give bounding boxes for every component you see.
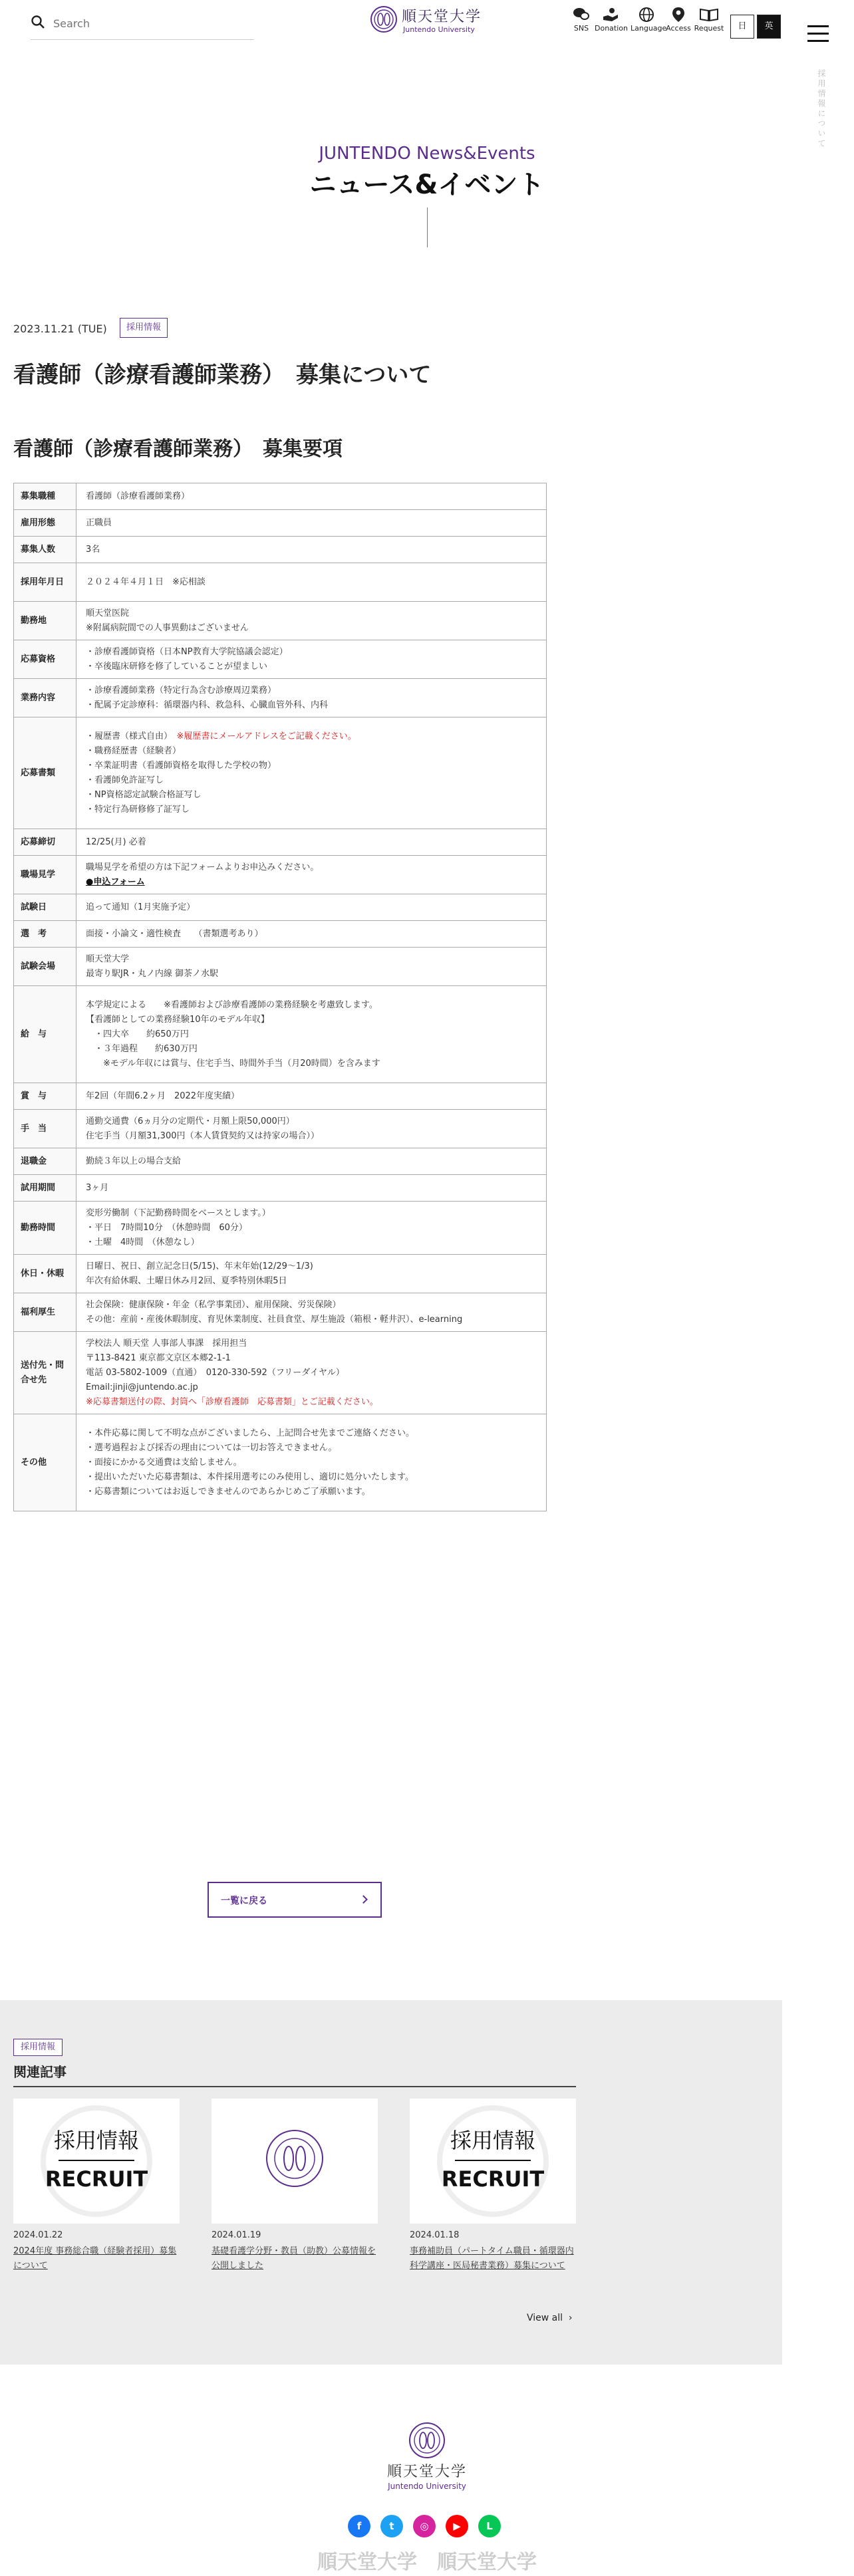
value-text: 学校法人 順天堂 人事部人事課 採用担当 [86,1338,247,1349]
row-header: 募集人数 [14,537,76,563]
row-value [76,563,547,602]
value-line [86,744,537,759]
row-header: 募集職種 [14,483,76,510]
value-line [86,729,537,744]
value-text: ・看護師免許証写し [86,775,164,785]
row-header: 休日・休暇 [14,1255,76,1293]
value-line [86,1298,537,1313]
utility-label: SNS [573,24,589,33]
value-text: ・職務経歴書（経験者） [86,745,182,756]
row-value [76,856,547,894]
hero-japanese-title: ニュース&イベント [309,170,545,200]
recruit-thumbnail[interactable] [13,2099,180,2224]
value-text: 正職員 [86,517,112,528]
row-header: 賞 与 [14,1083,76,1110]
value-text[interactable]: ●申込フォーム [86,876,145,887]
row-header: 手 当 [14,1110,76,1148]
row-header: 業務内容 [14,679,76,717]
value-text: ・卒後臨床研修を修了していることが望ましい [86,661,268,672]
table-row [14,640,547,679]
table-row [14,1332,547,1414]
value-line [86,1426,537,1441]
hero-english-title: JUNTENDO News&Events [319,144,535,164]
back-to-list-button[interactable] [208,1882,382,1918]
value-text: その他：産前・産後休暇制度、育児休業制度、社員食堂、厚生施設（箱根・軽井沢）、e-learning [86,1314,463,1325]
row-header: 応募書類 [14,717,76,829]
article-subtitle: 看護師（診療看護師業務） 募集要項 [13,438,343,461]
table-row [14,921,547,948]
value-line [86,621,537,636]
table-row [14,602,547,640]
value-line [86,1089,537,1104]
related-card-title[interactable]: 基礎看護学分野・教員（助教）公募情報を公開しました [212,2246,376,2271]
value-line [86,927,537,942]
value-text: 変形労働制（下記勤務時間をベースとします。） [86,1208,271,1218]
value-text: ・選考過程および採否の理由については一切お答えできません。 [86,1442,337,1453]
value-line [86,773,537,788]
value-text: ・NP資格認定試験合格証写し [86,789,202,800]
row-value [76,894,547,921]
related-card-date: 2024.01.22 [13,2230,63,2240]
value-line [86,543,537,557]
table-row [14,894,547,921]
recruit-en-label: RECRUIT [441,2166,545,2192]
row-value [76,1148,547,1175]
value-text: 面接・小論文・適性検査 （書類選考あり） [86,928,263,939]
recruit-thumbnail[interactable] [410,2099,576,2224]
value-line [86,1013,537,1027]
value-line [86,575,537,590]
view-all-label: View all [527,2313,563,2323]
row-value [76,717,547,829]
recruit-divider [59,2160,134,2161]
value-line [86,1181,537,1196]
related-card[interactable] [13,2099,180,2273]
row-header: 応募締切 [14,829,76,856]
value-line [86,1154,537,1169]
row-value [76,679,547,717]
row-value [76,1083,547,1110]
footer-seal-icon [404,2420,450,2460]
facebook-icon[interactable]: f [348,2515,370,2537]
related-card-date: 2024.01.19 [212,2230,261,2240]
value-text: 電話 03-5802-1009（直通） 0120-330-592（フリーダイヤル） [86,1367,345,1378]
apply-form-link[interactable] [86,875,537,890]
recruit-ja-label: 採用情報 [53,2128,139,2153]
value-text: 職場見学を希望の方は下記フォームよりお申込みください。 [86,862,319,872]
value-line [86,698,537,713]
row-header: 採用年月日 [14,563,76,602]
value-line [86,1470,537,1485]
seal-thumbnail[interactable] [212,2099,378,2224]
value-text: 3名 [86,544,100,555]
chat-bubbles-icon [573,7,590,23]
utility-label: Access [666,24,691,33]
row-value [76,510,547,537]
site-header [0,0,854,43]
value-line [86,606,537,621]
value-text: ・特定行為研修修了証写し [86,804,190,815]
value-text: 追って通知（1月実施予定） [86,902,196,912]
recruit-divider [455,2160,531,2161]
row-value [76,921,547,948]
table-row [14,679,547,717]
chevron-right-icon [359,1895,368,1904]
value-line [86,967,537,981]
value-text: 本学規定による ※看護師および診療看護師の業務経験を考慮致します。 [86,999,378,1010]
related-card-title[interactable]: 2024年度 事務総合職（経験者採用）募集について [13,2246,177,2271]
table-row [14,1255,547,1293]
row-value [76,1414,547,1511]
value-line [86,1337,537,1351]
twitter-icon[interactable]: t [380,2515,403,2537]
value-text: ・配属予定診療科：循環器内科、救急科、心臓血管外科、内科 [86,700,329,710]
value-text: ・本件応募に関して不明な点がございましたら、上記問合せ先までご連絡ください。 [86,1428,415,1438]
row-value [76,1175,547,1202]
instagram-icon[interactable]: ◎ [413,2515,436,2537]
row-value [76,537,547,563]
map-pin-icon [672,7,685,23]
warning-text: ※履歴書にメールアドレスをご記載ください。 [176,731,356,741]
value-text: ・卒業証明書（看護師資格を取得した学校の物） [86,760,277,771]
value-line [86,516,537,531]
watermark-seal-icon [410,2099,576,2224]
university-seal-icon [370,5,398,33]
table-row [14,829,547,856]
table-row [14,510,547,537]
footer-logo-japanese: 順天堂大学 [386,2464,467,2480]
related-articles-section [0,2000,782,2365]
row-value [76,1332,547,1414]
value-line [86,788,537,803]
utility-label: Language [631,24,667,33]
row-header: その他 [14,1414,76,1511]
row-header: 勤務地 [14,602,76,640]
row-value [76,640,547,679]
value-line [86,1129,537,1144]
value-text: 最寄り駅JR・丸ノ内線 御茶ノ水駅 [86,968,218,979]
utility-language[interactable] [631,7,667,33]
search-icon[interactable] [31,15,45,29]
category-tag[interactable]: 採用情報 [120,318,168,338]
value-text: 社会保険：健康保険・年金（私学事業団）、雇用保険、労災保険） [86,1299,341,1310]
value-text: 3ヶ月 [86,1182,109,1193]
chevron-right-icon: › [565,2313,573,2323]
table-row [14,483,547,510]
lang-en-button[interactable]: 英 [757,15,781,39]
value-line [86,1057,537,1071]
lang-ja-button[interactable]: 日 [730,15,754,39]
university-logo[interactable] [370,4,487,36]
logo-japanese: 順天堂大学 [402,9,482,25]
table-row [14,948,547,986]
side-vertical-label: 採用情報について [817,69,826,149]
value-line [86,1395,537,1410]
value-line [86,1235,537,1250]
value-text: 年2回（年間6.2ヶ月 2022年度実績） [86,1091,240,1101]
value-line [86,1114,537,1129]
row-header: 雇用形態 [14,510,76,537]
article-title: 看護師（診療看護師業務） 募集について [13,362,432,388]
table-row [14,1175,547,1202]
row-header: 選 考 [14,921,76,948]
row-header: 送付先・問合せ先 [14,1332,76,1414]
youtube-icon[interactable]: ▶ [446,2515,468,2537]
table-row [14,1202,547,1255]
row-value [76,948,547,986]
row-value [76,1110,547,1148]
related-category-tag[interactable]: 採用情報 [13,2039,63,2056]
donation-hand-icon [602,7,619,23]
related-heading: 関連記事 [13,2061,576,2087]
table-row [14,1414,547,1511]
value-text: ※モデル年収には賞与、住宅手当、時間外手当（月20時間）を含みます [86,1058,380,1069]
watermark-seal-icon [13,2099,180,2224]
open-book-icon [699,7,719,23]
value-text: ・３年過程 約630万円 [86,1043,198,1054]
row-value [76,1255,547,1293]
value-text: ・面接にかかる交通費は支給しません。 [86,1457,242,1468]
warning-text: ※応募書類送付の際、封筒へ「診療看護師 応募書類」とご記載ください。 [86,1396,378,1407]
value-line [86,1259,537,1274]
value-line [86,684,537,698]
utility-sns[interactable] [565,7,597,33]
value-text: ・土曜 4時間 （休憩なし） [86,1237,200,1247]
search-box[interactable] [31,9,254,40]
value-text: ・履歴書（様式自由） [86,731,177,741]
utility-label: Request [694,24,724,33]
value-text: 看護師（診療看護師業務） [86,491,190,501]
utility-access[interactable] [662,7,694,33]
value-line [86,1351,537,1366]
row-header: 試用期間 [14,1175,76,1202]
value-text: 勤続３年以上の場合支給 [86,1156,182,1166]
row-header: 給 与 [14,986,76,1083]
recruit-en-label: RECRUIT [45,2166,148,2192]
value-line [86,489,537,504]
row-header: 職場見学 [14,856,76,894]
logo-english: Juntendo University [403,25,475,34]
value-text: 日曜日、祝日、創立記念日(5/15)、年末年始(12/29～1/3) [86,1261,313,1271]
row-header: 応募資格 [14,640,76,679]
related-card-date: 2024.01.18 [410,2230,460,2240]
value-text: 12/25(月) 必着 [86,837,146,847]
value-line [86,759,537,773]
value-line [86,900,537,915]
globe-icon [639,7,654,23]
row-header: 試験日 [14,894,76,921]
related-card[interactable] [212,2099,378,2273]
value-line [86,645,537,660]
value-line [86,998,537,1013]
value-text: 順天堂大学 [86,954,130,964]
row-header: 試験会場 [14,948,76,986]
hero-divider [427,207,428,247]
value-text: 通勤交通費（6ヵ月分の定期代・月額上限50,000円） [86,1116,295,1126]
value-text: ・提出いただいた応募書類は、本件採用選考にのみ使用し、適切に処分いたします。 [86,1472,414,1482]
recruit-ja-label: 採用情報 [450,2128,535,2153]
table-row [14,717,547,829]
table-row [14,856,547,894]
value-line [86,860,537,875]
value-line [86,803,537,817]
value-text: ・応募書類についてはお返しできませんのであらかじめご了承願います。 [86,1486,370,1497]
value-text: 〒113-8421 東京都文京区本郷2-1-1 [86,1352,231,1363]
related-card[interactable] [410,2099,576,2273]
row-header: 福利厚生 [14,1293,76,1332]
value-line [86,1027,537,1042]
row-header: 勤務時間 [14,1202,76,1255]
value-text: 住宅手当（月額31,300円（本人賃貸契約又は持家の場合）） [86,1130,319,1141]
value-line [86,1206,537,1221]
value-line [86,1380,537,1395]
value-text: 順天堂医院 [86,608,130,618]
utility-donation[interactable] [595,7,627,33]
value-line [86,1274,537,1289]
value-line [86,1313,537,1327]
value-line [86,1456,537,1470]
table-row [14,1293,547,1332]
table-row [14,1083,547,1110]
value-text: 年次有給休暇、土曜日休み月2回、夏季特別休暇5日 [86,1275,287,1286]
row-value [76,829,547,856]
table-row [14,1110,547,1148]
view-all-link[interactable] [527,2313,573,2323]
requirements-table [13,483,547,1511]
footer-logo-english: Juntendo University [388,2482,466,2491]
article-date: 2023.11.21 (TUE) [13,322,107,335]
row-value [76,602,547,640]
table-row [14,1148,547,1175]
value-text: ・四大卒 約650万円 [86,1029,189,1039]
table-row [14,537,547,563]
value-line [86,1441,537,1456]
footer-bottom-text [0,2549,854,2574]
row-value [76,483,547,510]
value-text: ・診療看護師業務（特定行為含む診療周辺業務） [86,685,277,696]
table-row [14,986,547,1083]
university-seal-icon [212,2099,378,2224]
row-value [76,986,547,1083]
value-line [86,1485,537,1499]
row-header: 退職金 [14,1148,76,1175]
value-line [86,660,537,674]
value-text: Email:jinji@juntendo.ac.jp [86,1382,198,1392]
value-text: 【看護師としての業務経験10年のモデル年収】 [86,1014,269,1025]
footer-bottom-label: 順天堂大学 順天堂大学 [317,2551,537,2574]
value-text: ・診療看護師資格（日本NP教育大学院協議会認定） [86,646,288,657]
back-button-label: 一覧に戻る [221,1896,267,1906]
table-row [14,563,547,602]
row-value [76,1293,547,1332]
value-line [86,952,537,967]
value-line [86,1366,537,1380]
line-icon[interactable]: L [478,2515,501,2537]
utility-label: Donation [595,24,628,33]
row-value [76,1202,547,1255]
value-line [86,835,537,850]
value-line [86,1042,537,1057]
value-line [86,1221,537,1235]
search-input[interactable] [53,13,246,33]
value-text: ・平日 7時間10分 （休憩時間 60分） [86,1222,247,1233]
related-card-title[interactable]: 事務補助員（パートタイム職員・循環器内科学講座・医局秘書業務）募集について [410,2246,574,2271]
utility-request[interactable] [693,7,725,33]
value-text: ※附属病院間での人事異動はございません [86,622,249,633]
value-text: ２０２４年４月１日 ※応相談 [86,577,206,587]
hamburger-menu-icon[interactable] [807,25,829,43]
